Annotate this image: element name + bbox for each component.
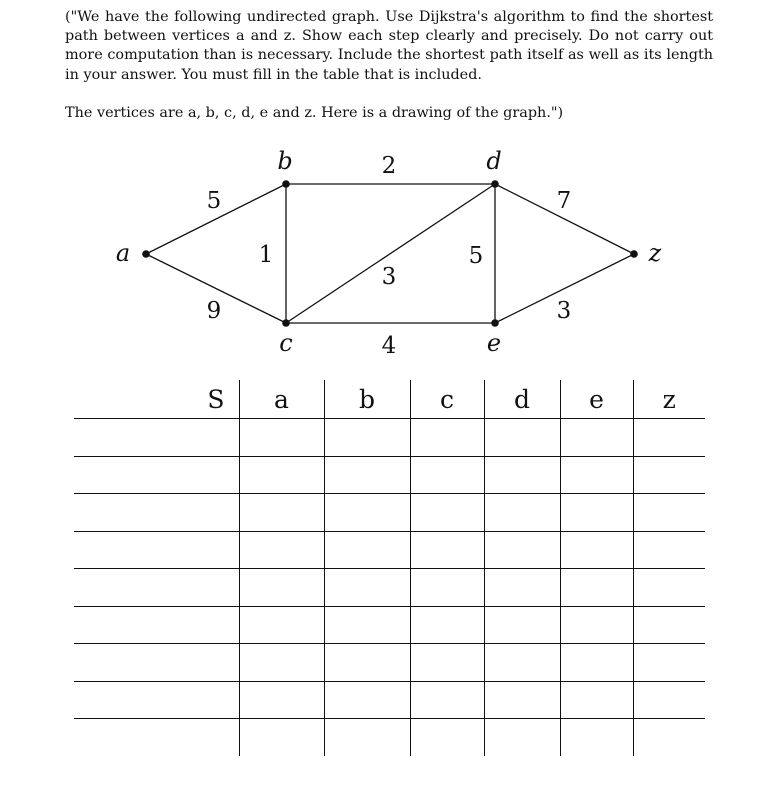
table-row [74,456,705,494]
table-cell[interactable] [239,531,324,569]
weight-c-d: 3 [381,264,397,290]
table-cell[interactable] [410,569,484,607]
vertex-label-b: b [277,147,293,175]
table-cell[interactable] [560,681,633,719]
problem-instructions: ("We have the following undirected graph. Use Dijkstra's algorithm to find the shortest path between vertices a and z. Show each step clearly and precisely. Do not carry out more computation than is necessary. Include the shortest path itself as well as its length in your answer. You must fill in the table that is included. [65,9,713,83]
column-header-c: c [410,380,484,419]
table-row [74,681,705,719]
weight-d-z: 7 [556,188,572,214]
table-cell[interactable] [74,494,239,532]
vertex-c-dot [282,319,290,327]
edge-c-d [286,184,495,323]
table-cell[interactable] [74,719,239,756]
table-cell[interactable] [74,644,239,682]
table-cell[interactable] [484,681,560,719]
table-cell[interactable] [484,606,560,644]
table-cell[interactable] [633,644,705,682]
table-cell[interactable] [324,419,410,457]
table-cell[interactable] [239,681,324,719]
table-body [74,419,705,756]
vertex-label-c: c [279,329,293,357]
graph-drawing [0,140,780,370]
table-cell[interactable] [633,494,705,532]
table-cell[interactable] [484,419,560,457]
table-cell[interactable] [633,569,705,607]
table-cell[interactable] [239,419,324,457]
table-row [74,494,705,532]
vertex-z-dot [630,250,638,258]
table-cell[interactable] [410,681,484,719]
table-cell[interactable] [239,569,324,607]
weight-e-z: 3 [556,298,572,324]
table-cell[interactable] [239,494,324,532]
weight-b-c: 1 [258,242,274,268]
table-cell[interactable] [324,644,410,682]
table-cell[interactable] [410,419,484,457]
table-cell[interactable] [239,456,324,494]
table-cell[interactable] [484,719,560,756]
table-cell[interactable] [324,494,410,532]
column-header-z: z [633,380,705,419]
vertex-e-dot [491,319,499,327]
vertex-d-dot [491,180,499,188]
table-cell[interactable] [74,419,239,457]
column-header-s: S [74,380,239,419]
table-cell[interactable] [633,419,705,457]
table-cell[interactable] [324,569,410,607]
column-header-b: b [324,380,410,419]
table-cell[interactable] [560,644,633,682]
table-cell[interactable] [633,456,705,494]
vertex-a-dot [142,250,150,258]
table-cell[interactable] [633,531,705,569]
table-cell[interactable] [74,569,239,607]
column-header-e: e [560,380,633,419]
vertex-b-dot [282,180,290,188]
table-cell[interactable] [239,606,324,644]
table-cell[interactable] [560,569,633,607]
table-cell[interactable] [239,644,324,682]
table-cell[interactable] [560,494,633,532]
table-cell[interactable] [239,719,324,756]
table-cell[interactable] [633,681,705,719]
table-cell[interactable] [74,456,239,494]
table-cell[interactable] [410,644,484,682]
column-header-a: a [239,380,324,419]
table-cell[interactable] [410,606,484,644]
table-cell[interactable] [633,606,705,644]
table-cell[interactable] [324,531,410,569]
vertex-label-e: e [486,329,502,357]
table-cell[interactable] [560,531,633,569]
weight-a-b: 5 [206,188,222,214]
table-cell[interactable] [560,719,633,756]
table-cell[interactable] [324,719,410,756]
table-cell[interactable] [560,606,633,644]
table-cell[interactable] [484,531,560,569]
table-cell[interactable] [560,456,633,494]
vertex-label-d: d [486,147,502,175]
table-row [74,419,705,457]
table-header-row [74,380,705,419]
weight-b-d: 2 [381,153,397,179]
table-cell[interactable] [484,569,560,607]
table-cell[interactable] [324,456,410,494]
table-cell[interactable] [74,681,239,719]
table-row [74,719,705,756]
table-cell[interactable] [633,719,705,756]
table-cell[interactable] [560,419,633,457]
problem-vertices-note: The vertices are a, b, c, d, e and z. Here is a drawing of the graph.") [65,104,564,121]
table-cell[interactable] [410,719,484,756]
vertex-label-z: z [648,239,662,267]
column-header-d: d [484,380,560,419]
weight-a-c: 9 [206,298,222,324]
table-cell[interactable] [74,531,239,569]
table-cell[interactable] [74,606,239,644]
table-cell[interactable] [324,681,410,719]
table-cell[interactable] [484,494,560,532]
table-row [74,606,705,644]
table-cell[interactable] [484,456,560,494]
table-cell[interactable] [410,456,484,494]
table-cell[interactable] [410,494,484,532]
table-row [74,644,705,682]
problem-statement [65,8,713,123]
weight-d-e: 5 [468,243,484,269]
table-row [74,531,705,569]
weight-c-e: 4 [381,333,397,359]
dijkstra-table [74,380,705,756]
table-cell[interactable] [410,531,484,569]
table-cell[interactable] [324,606,410,644]
table-cell[interactable] [484,644,560,682]
vertex-label-a: a [115,239,131,267]
table-row [74,569,705,607]
